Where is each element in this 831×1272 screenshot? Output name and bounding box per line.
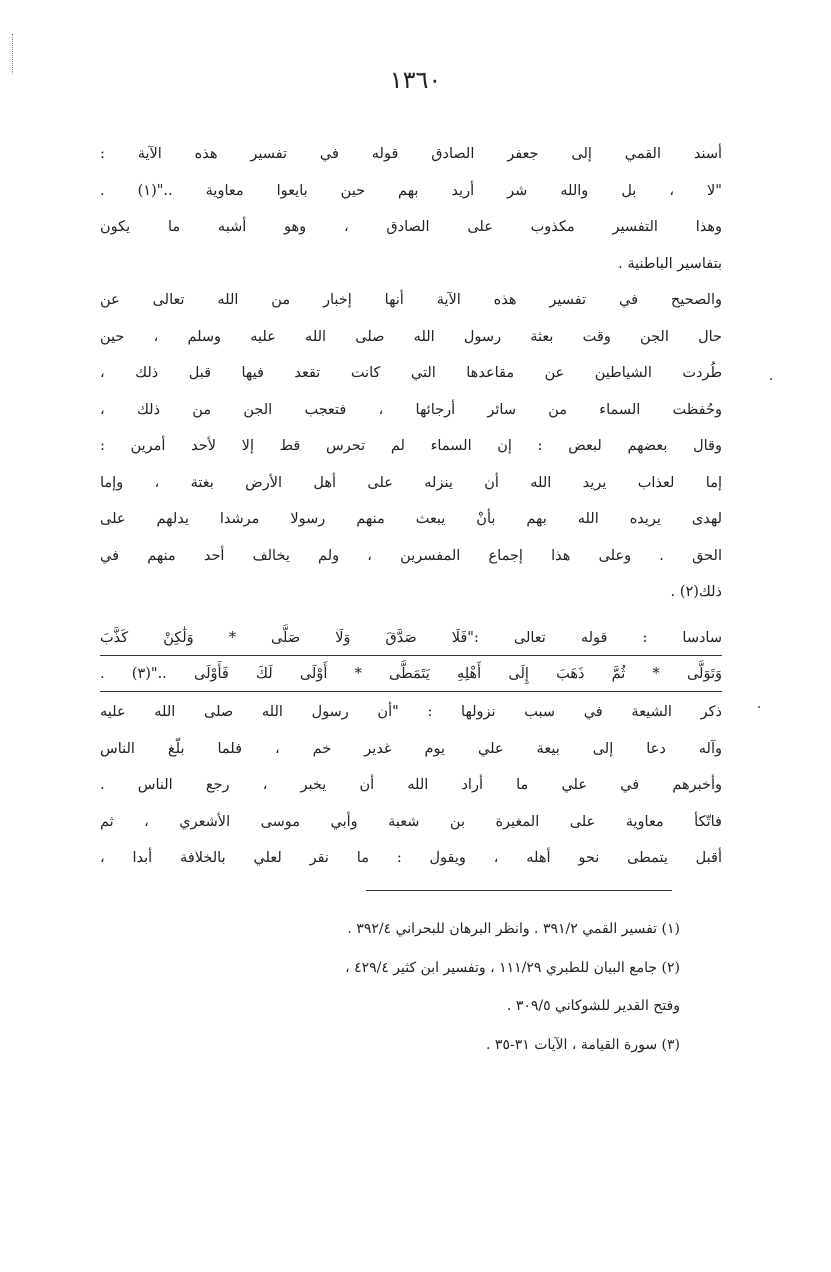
text-line: ذكر الشيعة في سبب نزولها : "أن رسول الله صلى الله عليه: [100, 704, 722, 720]
text-line: بتفاسير الباطنية .: [618, 255, 722, 272]
body-paragraphs: [100, 136, 722, 611]
text-line: وأخبرهم في علي ما أراد الله أن يخبر ، رجع الناس .: [100, 777, 722, 793]
text-line: طُردت الشياطين عن مقاعدها التي كانت تقعد فيها قبل ذلك ،: [100, 365, 722, 381]
section-six: [100, 622, 722, 877]
text-line: وقال بعضهم لبعض : إن السماء لم تحرس قط إلا لأحد أمرين :: [100, 438, 722, 454]
text-line: إما لعذاب يريد الله أن ينزله على أهل الأرض بغتة ، وإما: [100, 474, 722, 491]
footnote-separator: [366, 890, 672, 891]
page-number: ١٣٦٠: [389, 66, 442, 94]
footnote: (٣) سورة القيامة ، الآيات ٣١-٣٥ .: [486, 1036, 680, 1053]
text-line: وحُفظت السماء من سائر أرجائها ، فتعجب الجن من ذلك ،: [100, 401, 722, 418]
footnote: (١) تفسير القمي ٣٩١/٢ . وانظر البرهان للبحراني ٣٩٢/٤ .: [347, 921, 680, 937]
text-line: فاتّكأ معاوية على المغيرة بن شعبة وأبي موسى الأشعري ، ثم: [100, 813, 722, 830]
footnote: (٢) جامع البيان للطبري ١١١/٢٩ ، وتفسير ابن كثير ٤٢٩/٤ ،: [345, 959, 680, 976]
quran-verse-line: وَتَوَلَّى * ثُمَّ ذَهَبَ إِلَى أَهْلِهِ يَتَمَطَّى * أَوْلَى لَكَ فَأَوْلَى .."(٣) .: [100, 658, 722, 692]
text-line: الحق . وعلى هذا إجماع المفسرين ، ولم يخالف أحد منهم في: [100, 547, 722, 564]
footnotes: [100, 910, 700, 1064]
text-line: أسند القمي إلى جعفر الصادق قوله في تفسير هذه الآية :: [100, 146, 722, 162]
text-line: والصحيح في تفسير هذه الآية أنها إخبار من الله تعالى عن: [100, 292, 722, 308]
text-line: وآله دعا إلى بيعة علي يوم غدير خم ، فلما بلّغ الناس: [100, 740, 722, 757]
text-line: لهدى يريده الله بهم بأنْ يبعث منهم رسولا مرشدا يدلهم على: [100, 511, 722, 527]
footnote-continuation: وفتح القدير للشوكاني ٣٠٩/٥ .: [506, 998, 680, 1014]
text-line: "لا ، بل والله شر أريد بهم حين بايعوا معاوية .."(١) .: [100, 182, 722, 199]
quran-verse-line: سادسا : قوله تعالى :"فَلَا صَدَّقَ وَلَا صَلَّى * وَلَٰكِنْ كَذَّبَ: [100, 622, 722, 656]
scan-speck: [770, 378, 772, 380]
text-line: وهذا التفسير مكذوب على الصادق ، وهو أشبه ما يكون: [100, 219, 722, 235]
text-line: ذلك(٢) .: [670, 584, 722, 600]
text-line: أقبل يتمطى نحو أهله ، ويقول : ما نقر لعلي بالخلافة أبدا ،: [100, 850, 722, 866]
scan-speck: [758, 706, 760, 708]
text-line: حال الجن وقت بعثة رسول الله صلى الله عليه وسلم ، حين: [100, 328, 722, 345]
